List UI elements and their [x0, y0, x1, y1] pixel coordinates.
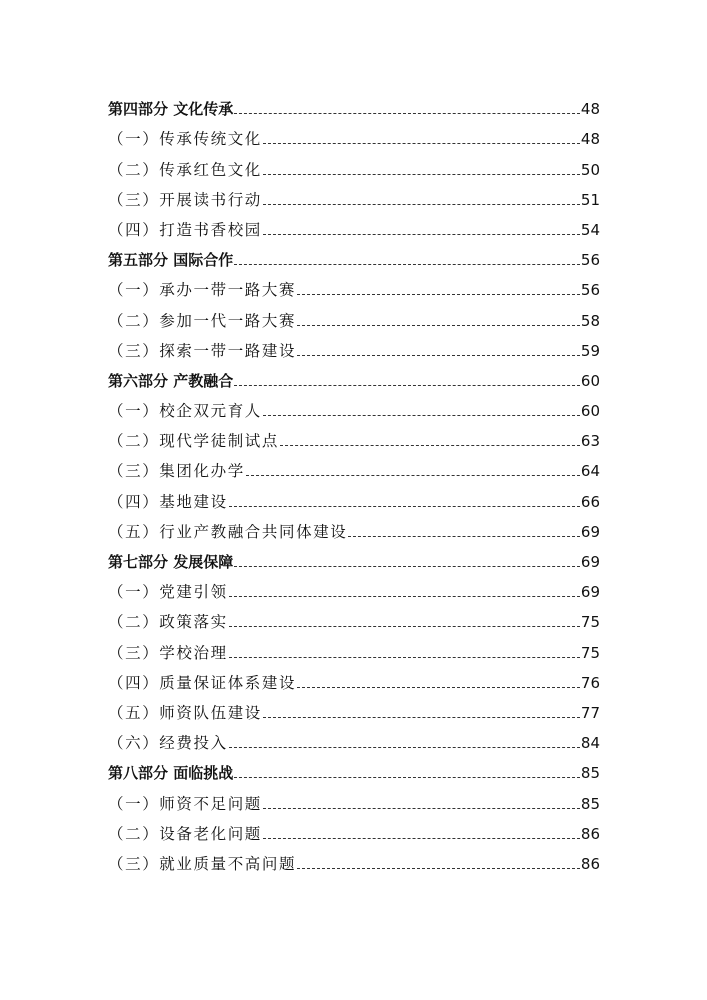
- toc-page-number: 48: [580, 130, 600, 149]
- toc-entry-title: 第七部分 发展保障: [108, 553, 234, 571]
- toc-section-entry[interactable]: [108, 88, 600, 118]
- toc-dot-leader: [297, 355, 580, 356]
- toc-page-number: 76: [580, 673, 600, 692]
- toc-entry-title: （一）校企双元育人: [108, 402, 262, 421]
- toc-page-number: 85: [580, 764, 600, 783]
- toc-entry-title: （五）师资队伍建设: [108, 703, 262, 722]
- toc-item-entry[interactable]: [108, 511, 600, 541]
- toc-item-entry[interactable]: [108, 692, 600, 722]
- toc-dot-leader: [263, 838, 580, 839]
- toc-page-number: 75: [580, 643, 600, 662]
- toc-item-entry[interactable]: [108, 450, 600, 480]
- toc-entry-title: （二）参加一代一路大赛: [108, 311, 297, 330]
- toc-page-number: 69: [580, 583, 600, 602]
- toc-entry-title: （四）基地建设: [108, 492, 228, 511]
- toc-item-entry[interactable]: [108, 269, 600, 299]
- toc-page-number: 69: [580, 553, 600, 571]
- toc-entry-title: （一）党建引领: [108, 583, 228, 602]
- toc-dot-leader: [348, 536, 580, 537]
- toc-entry-title: （一）传承传统文化: [108, 130, 262, 149]
- toc-entry-title: 第四部分 文化传承: [108, 100, 234, 119]
- toc-entry-title: 第八部分 面临挑战: [108, 764, 234, 783]
- toc-dot-leader: [234, 777, 580, 778]
- toc-page-number: 50: [580, 160, 600, 179]
- toc-entry-title: （四）打造书香校园: [108, 220, 262, 239]
- toc-page-number: 75: [580, 613, 600, 632]
- toc-item-entry[interactable]: [108, 390, 600, 420]
- toc-item-entry[interactable]: [108, 813, 600, 843]
- toc-entry-title: （三）集团化办学: [108, 462, 245, 481]
- toc-dot-leader: [297, 294, 580, 295]
- toc-entry-title: （二）传承红色文化: [108, 160, 262, 179]
- toc-entry-title: （三）学校治理: [108, 643, 228, 662]
- toc-page-number: 64: [580, 462, 600, 481]
- toc-entry-title: （一）师资不足问题: [108, 794, 262, 813]
- toc-page-number: 60: [580, 371, 600, 390]
- toc-dot-leader: [263, 204, 580, 205]
- toc-item-entry[interactable]: [108, 209, 600, 239]
- toc-dot-leader: [234, 385, 580, 386]
- toc-item-entry[interactable]: [108, 179, 600, 209]
- toc-item-entry[interactable]: [108, 662, 600, 692]
- toc-item-entry[interactable]: [108, 299, 600, 329]
- toc-dot-leader: [263, 143, 580, 144]
- toc-entry-title: （二）现代学徒制试点: [108, 432, 280, 451]
- toc-item-entry[interactable]: [108, 330, 600, 360]
- toc-entry-title: （二）政策落实: [108, 613, 228, 632]
- toc-page-number: 48: [580, 100, 600, 119]
- toc-item-entry[interactable]: [108, 420, 600, 450]
- toc-dot-leader: [229, 506, 580, 507]
- toc-dot-leader: [263, 174, 580, 175]
- toc-dot-leader: [297, 868, 580, 869]
- table-of-contents: [108, 88, 600, 873]
- toc-entry-title: （三）探索一带一路建设: [108, 341, 297, 360]
- toc-item-entry[interactable]: [108, 601, 600, 631]
- toc-item-entry[interactable]: [108, 118, 600, 148]
- toc-page-number: 60: [580, 402, 600, 421]
- toc-dot-leader: [263, 415, 580, 416]
- toc-page-number: 69: [580, 522, 600, 541]
- toc-entry-title: （一）承办一带一路大赛: [108, 281, 297, 300]
- toc-page-number: 86: [580, 854, 600, 873]
- toc-page-number: 86: [580, 824, 600, 843]
- toc-page-number: 77: [580, 703, 600, 722]
- toc-dot-leader: [234, 264, 580, 265]
- toc-item-entry[interactable]: [108, 480, 600, 510]
- toc-dot-leader: [263, 234, 580, 235]
- toc-entry-title: （四）质量保证体系建设: [108, 673, 297, 692]
- toc-entry-title: （六）经费投入: [108, 734, 228, 753]
- toc-item-entry[interactable]: [108, 722, 600, 752]
- toc-page-number: 56: [580, 251, 600, 270]
- toc-page-number: 54: [580, 220, 600, 239]
- toc-item-entry[interactable]: [108, 782, 600, 812]
- toc-page-number: 84: [580, 734, 600, 753]
- toc-dot-leader: [234, 566, 580, 567]
- toc-section-entry[interactable]: [108, 541, 600, 571]
- toc-entry-title: （三）就业质量不高问题: [108, 854, 297, 873]
- toc-page-number: 56: [580, 281, 600, 300]
- toc-item-entry[interactable]: [108, 631, 600, 661]
- toc-page-number: 85: [580, 794, 600, 813]
- toc-page-number: 58: [580, 311, 600, 330]
- toc-page-number: 59: [580, 341, 600, 360]
- toc-page-number: 51: [580, 190, 600, 209]
- toc-item-entry[interactable]: [108, 571, 600, 601]
- toc-dot-leader: [263, 808, 580, 809]
- toc-dot-leader: [229, 596, 580, 597]
- toc-entry-title: 第五部分 国际合作: [108, 251, 234, 270]
- toc-item-entry[interactable]: [108, 148, 600, 178]
- toc-dot-leader: [297, 687, 580, 688]
- toc-dot-leader: [246, 475, 580, 476]
- toc-entry-title: （二）设备老化问题: [108, 824, 262, 843]
- toc-dot-leader: [234, 113, 580, 114]
- toc-dot-leader: [229, 657, 580, 658]
- toc-dot-leader: [280, 445, 580, 446]
- toc-dot-leader: [229, 626, 580, 627]
- toc-section-entry[interactable]: [108, 360, 600, 390]
- toc-page-number: 63: [580, 432, 600, 451]
- toc-item-entry[interactable]: [108, 843, 600, 873]
- toc-section-entry[interactable]: [108, 752, 600, 782]
- toc-section-entry[interactable]: [108, 239, 600, 269]
- toc-entry-title: （五）行业产教融合共同体建设: [108, 522, 348, 541]
- toc-entry-title: （三）开展读书行动: [108, 190, 262, 209]
- toc-entry-title: 第六部分 产教融合: [108, 371, 234, 390]
- toc-dot-leader: [229, 747, 580, 748]
- toc-page-number: 66: [580, 492, 600, 511]
- toc-dot-leader: [263, 717, 580, 718]
- toc-dot-leader: [297, 325, 580, 326]
